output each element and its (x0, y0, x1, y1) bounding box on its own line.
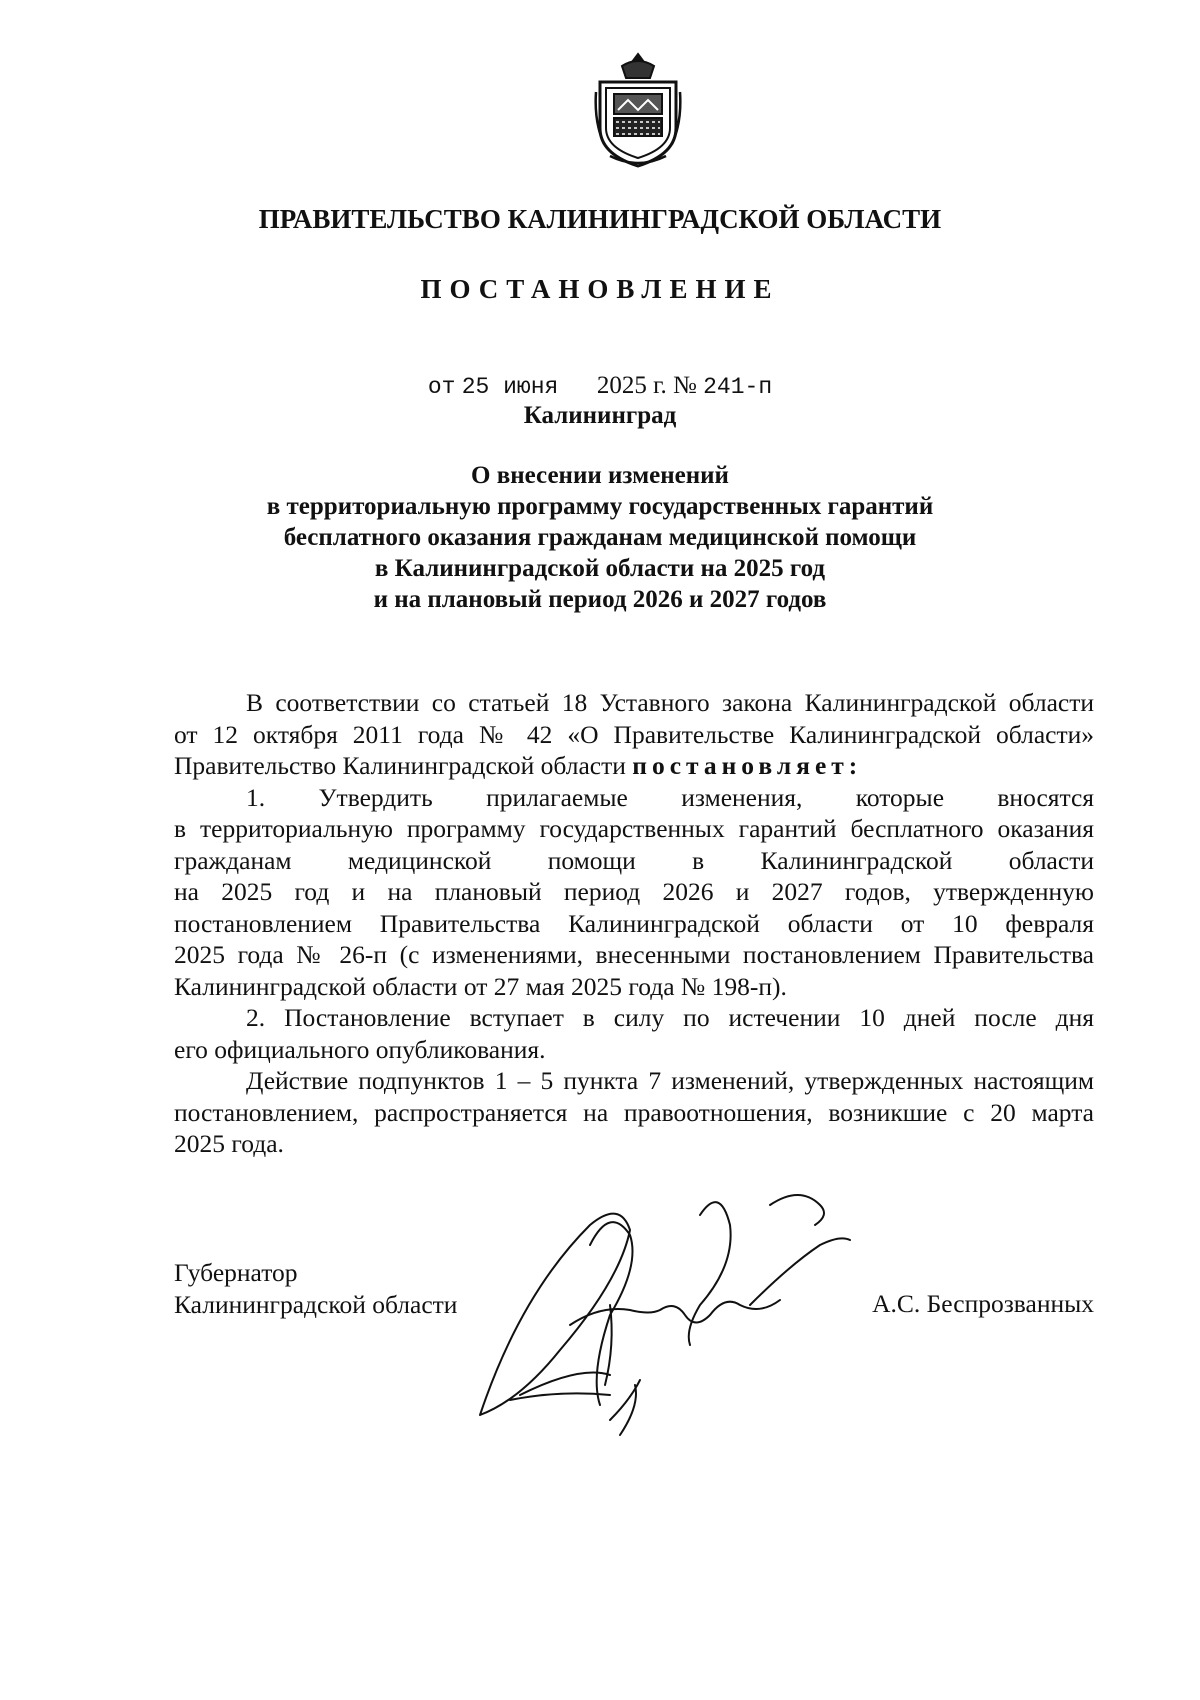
document-year: 2025 г. (596, 372, 667, 399)
title-line: бесплатного оказания гражданам медицинской помощи (283, 524, 917, 551)
body-line: 2. Постановление вступает в силу по истечении 10 дней после дня (246, 1003, 1094, 1032)
preamble-last-line (174, 750, 1094, 782)
body-line: постановлением Правительства Калининградской области от 10 февраля (174, 908, 1094, 938)
body-line: 1. Утвердить прилагаемые изменения, которые вносятся (246, 782, 1094, 812)
document-body (174, 687, 1094, 1160)
signer-name: А.С. Беспрозванных (872, 1289, 1094, 1318)
handwritten-signature (460, 1185, 880, 1465)
body-line: 2025 года № 26-п (с изменениями, внесенными постановлением Правительства (174, 940, 1094, 969)
item-2-paragraph (174, 1002, 1094, 1065)
title-line: О внесении изменений (471, 462, 729, 489)
body-line: на 2025 год и на плановый период 2026 и 2027 годов, утвержденную (174, 877, 1094, 906)
body-line: 2025 года. (174, 1129, 284, 1158)
body-line: В соответствии со статьей 18 Уставного закона Калининградской области (246, 688, 1094, 717)
body-line: постановлением, распространяется на правоотношения, возникшие с 20 марта (174, 1097, 1094, 1127)
decree-word: постановляет: (632, 751, 863, 780)
signature-position (174, 1257, 457, 1321)
title-line: в Калининградской области на 2025 год (374, 555, 826, 582)
title-line: в территориальную программу государственных гарантий (266, 493, 934, 520)
document-title (0, 460, 1200, 615)
body-line: его официального опубликования. (174, 1034, 546, 1064)
title-line: и на плановый период 2026 и 2027 годов (373, 586, 827, 613)
body-line: в территориальную программу государственных гарантий бесплатного оказания (174, 814, 1094, 843)
body-line: от 12 октября 2011 года № 42 «О Правительстве Калининградской области» (174, 719, 1094, 749)
document-type: ПОСТАНОВЛЕНИЕ (420, 274, 780, 304)
document-city: Калининград (523, 402, 677, 429)
body-line: Действие подпунктов 1 – 5 пункта 7 изменений, утвержденных настоящим (246, 1066, 1094, 1095)
item-1-paragraph (174, 782, 1094, 1003)
body-line: гражданам медицинской помощи в Калининградской области (174, 845, 1094, 875)
body-line: Калининградской области от 27 мая 2025 года № 198-п). (174, 971, 787, 1001)
number-sign: № (673, 372, 697, 399)
document-date: 25 июня (461, 374, 559, 400)
body-line: Правительство Калининградской области (174, 751, 626, 780)
date-number-line (0, 372, 1200, 400)
organization-name: ПРАВИТЕЛЬСТВО КАЛИНИНГРАДСКОЙ ОБЛАСТИ (258, 204, 942, 234)
preamble-paragraph (174, 687, 1094, 782)
document-number: 241-п (703, 374, 773, 400)
date-prefix: от (427, 374, 456, 400)
item-3-paragraph (174, 1065, 1094, 1160)
position-line: Калининградской области (174, 1290, 458, 1319)
coat-of-arms-icon (592, 52, 684, 170)
position-line: Губернатор (174, 1258, 298, 1287)
